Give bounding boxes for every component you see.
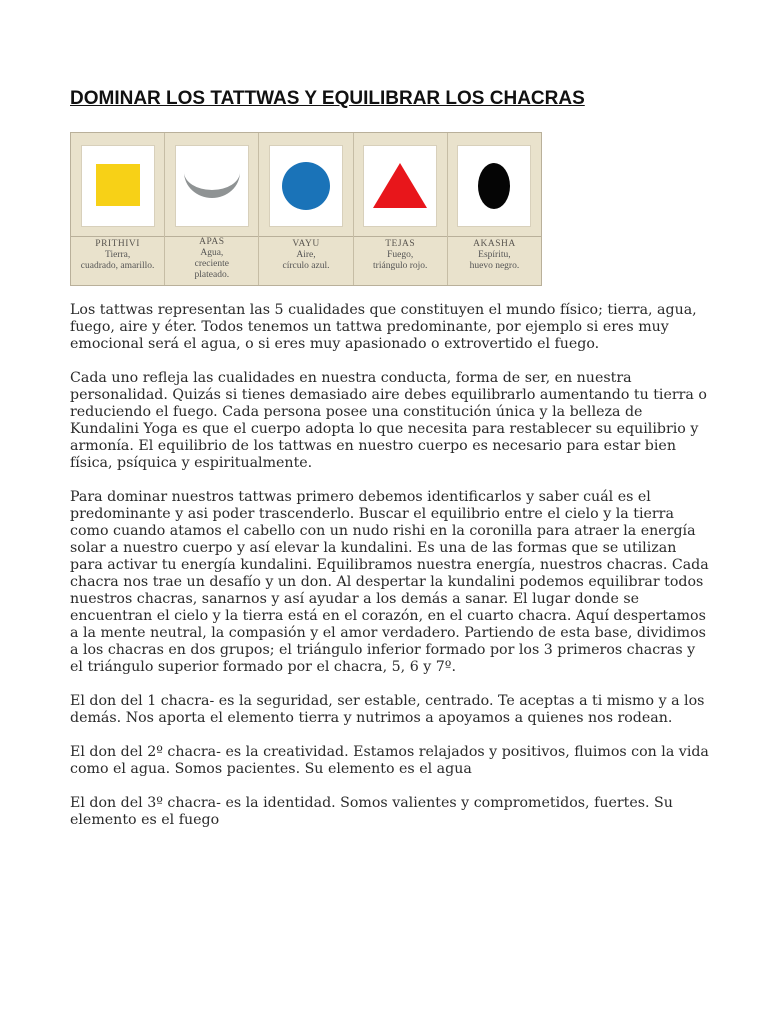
tattwa-name: TEJAS [385,239,416,249]
tattwa-desc-line: huevo negro. [469,261,520,271]
tattwa-desc-line: cuadrado, amarillo. [80,261,155,271]
tattwa-swatch [175,145,249,227]
table-divider [259,236,352,237]
paragraph: El don del 3º chacra- es la identidad. Somos valientes y comprometidos, fuertes. Su elemento es el fuego [70,795,673,828]
tattwa-desc-line: Aire, [296,250,316,260]
tattwa-name: APAS [199,237,225,247]
tattwa-name: AKASHA [473,239,516,249]
tattwa-cell-prithivi [71,133,165,285]
paragraph: Cada uno refleja las cualidades en nuestra conducta, forma de ser, en nuestra personalidad. Quizás si tienes demasiado aire debes equilibrarlo aumentando tu tierra o reduciendo el fuego. Cada persona posee una constitución única y la belleza de Kundalini Yoga es que el cuerpo adopta lo que necesita para restablecer su equilibrio y armonía. El equilibrio de los tattwas en nuestro cuerpo es necesario para estar bien física, psíquica y espiritualmente. [70,370,707,471]
tattwa-swatch [269,145,343,227]
red-triangle-icon [371,161,429,211]
silver-crescent-icon [180,166,244,206]
tattwa-cell-tejas [354,133,448,285]
document-page [70,88,710,828]
table-divider [354,236,447,237]
black-egg-icon [474,160,514,212]
tattwa-desc-line: creciente [194,259,229,269]
tattwa-cell-apas [165,133,259,285]
tattwa-caption [448,239,541,272]
tattwa-desc-line: Espíritu, [478,250,511,260]
tattwa-desc-line: Tierra, [104,250,131,260]
body-text [70,302,710,846]
paragraph: El don del 1 chacra- es la seguridad, ser estable, centrado. Te aceptas a ti mismo y a los demás. Nos aporta el elemento tierra y nutrimos a apoyamos a quienes nos rodean. [70,693,705,726]
tattwa-chart [70,132,542,286]
table-divider [71,236,164,237]
tattwa-desc-line: círculo azul. [282,261,330,271]
table-divider [448,236,541,237]
blue-circle-icon [280,160,332,212]
tattwa-name: PRITHIVI [95,239,140,249]
paragraph: Los tattwas representan las 5 cualidades que constituyen el mundo físico; tierra, agua, fuego, aire y éter. Todos tenemos un tattwa predominante, por ejemplo si eres muy emocional será el agua, o si eres muy apasionado o extrovertido el fuego. [70,302,697,352]
page-title: DOMINAR LOS TATTWAS Y EQUILIBRAR LOS CHACRAS [70,88,585,109]
tattwa-caption [165,237,258,281]
tattwa-cell-vayu [259,133,353,285]
tattwa-desc-line: triángulo rojo. [373,261,428,271]
tattwa-desc-line: Agua, [200,248,224,258]
tattwa-swatch [81,145,155,227]
tattwa-desc-line: Fuego, [387,250,414,260]
tattwa-caption [354,239,447,272]
yellow-square-icon [94,164,142,208]
paragraph: Para dominar nuestros tattwas primero debemos identificarlos y saber cuál es el predominante y asi poder trascenderlo. Buscar el equilibrio entre el cielo y la tierra como cuando atamos el cabello con un nudo rishi en la coronilla para atraer la energía solar a nuestro cuerpo y así elevar la kundalini. Es una de las formas que se utilizan para activar tu energía kundalini. Equilibramos nuestra energía, nuestros chacras. Cada chacra nos trae un desafío y un don. Al despertar la kundalini podemos equilibrar todos nuestros chacras, sanarnos y así ayudar a los demás a sanar. El lugar donde se encuentran el cielo y la tierra está en el corazón, en el cuarto chacra. Aquí despertamos a la mente neutral, la compasión y el amor verdadero. Partiendo de esta base, dividimos a los chacras en dos grupos; el triángulo inferior formado por los 3 primeros chacras y el triángulo superior formado por el chacra, 5, 6 y 7º. [70,489,709,675]
tattwa-desc-line: plateado. [194,270,230,280]
paragraph: El don del 2º chacra- es la creatividad. Estamos relajados y positivos, fluimos con la vida como el agua. Somos pacientes. Su elemento es el agua [70,744,709,777]
tattwa-caption [259,239,352,272]
tattwa-cell-akasha [448,133,541,285]
tattwa-name: VAYU [292,239,320,249]
tattwa-swatch [457,145,531,227]
tattwa-swatch [363,145,437,227]
tattwa-caption [71,239,164,272]
